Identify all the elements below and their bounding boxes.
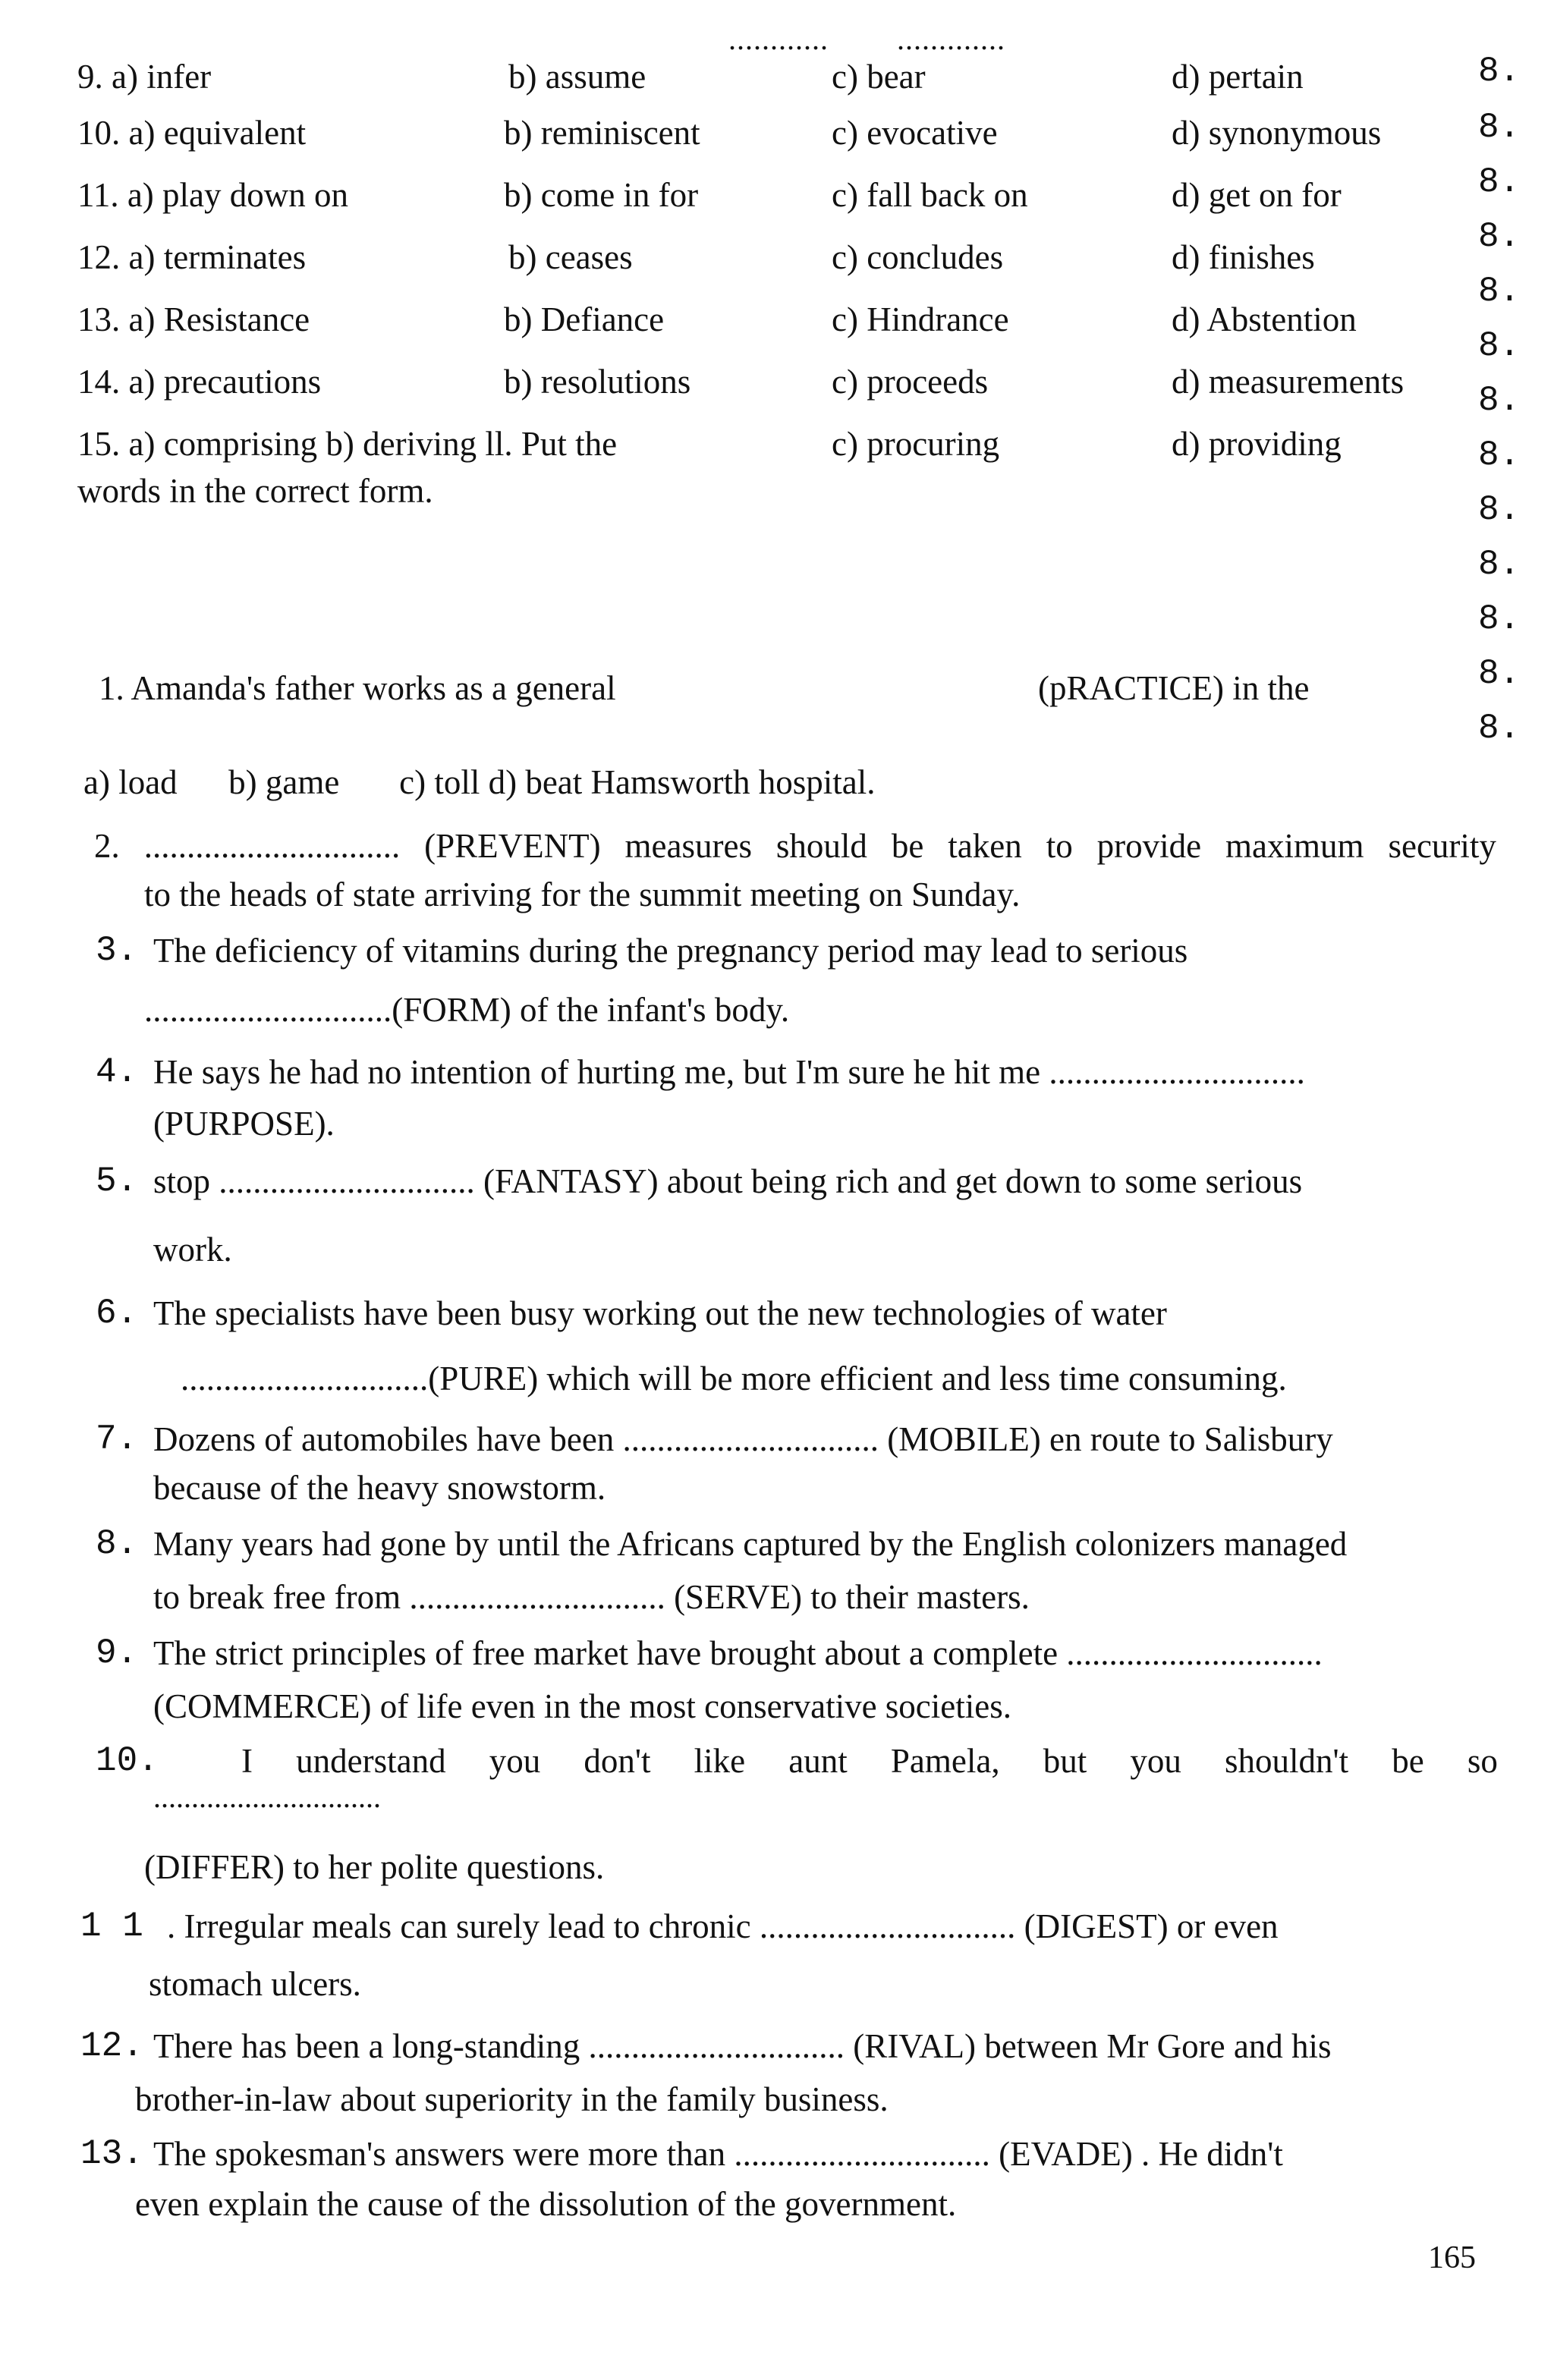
q8-number: 8.	[96, 1524, 138, 1564]
mc-option-d: d) finishes	[1172, 238, 1315, 276]
q13-line2: even explain the cause of the dissolution of the government.	[135, 2185, 957, 2223]
word: to	[1046, 827, 1073, 865]
q11-number: 1 1	[80, 1907, 143, 1946]
q11-line2: stomach ulcers.	[149, 1965, 361, 2003]
q5-number: 5.	[96, 1162, 138, 1201]
word: provide	[1096, 827, 1202, 865]
side-mark: 8.	[1478, 108, 1521, 147]
q5-line2: work.	[153, 1231, 232, 1269]
q4-number: 4.	[96, 1052, 138, 1092]
q4-line1: He says he had no intention of hurting me, but I'm sure he hit me ..............................	[153, 1053, 1305, 1091]
word: should	[775, 827, 867, 865]
q7-number: 7.	[96, 1420, 138, 1459]
side-mark: 8.	[1478, 654, 1521, 693]
word: aunt	[788, 1742, 848, 1780]
mc-option-d: d) measurements	[1172, 363, 1405, 401]
mc-option-c: c) bear	[832, 58, 926, 96]
mc-option-b: b) resolutions	[504, 363, 691, 401]
word: (PREVENT)	[424, 827, 601, 865]
side-mark: 8.	[1478, 381, 1521, 420]
q3-line2: .............................(FORM) of the infant's body.	[144, 991, 790, 1029]
side-mark: 8.	[1478, 599, 1521, 639]
q8-line1: Many years had gone by until the Africans captured by the English colonizers managed	[153, 1525, 1348, 1563]
word: like	[694, 1742, 746, 1780]
word: measures	[624, 827, 752, 865]
q13-line1: The spokesman's answers were more than .............................. (EVADE) . He didn't	[153, 2135, 1283, 2173]
side-mark: 8.	[1478, 162, 1521, 202]
q3-number: 3.	[96, 931, 138, 970]
mc-option-a: 14. a) precautions	[77, 363, 322, 401]
q7-line1: Dozens of automobiles have been .............................. (MOBILE) en route to Salisbury	[153, 1420, 1333, 1458]
word: Pamela,	[890, 1742, 1000, 1780]
q10-line2: (DIFFER) to her polite questions.	[144, 1848, 605, 1886]
word: so	[1467, 1742, 1498, 1780]
mc-option-b: b) come in for	[504, 176, 699, 214]
side-mark: 8.	[1478, 52, 1521, 91]
word: you	[1130, 1742, 1181, 1780]
mc-option-c: c) proceeds	[832, 363, 989, 401]
q9-number: 9.	[96, 1633, 138, 1673]
section-heading: words in the correct form.	[77, 472, 433, 510]
q9-line1: The strict principles of free market have brought about a complete ..............................	[153, 1634, 1323, 1672]
word: be	[1392, 1742, 1424, 1780]
mc-option-ab: 15. a) comprising b) deriving ll. Put the	[77, 425, 618, 463]
mc-option-d: d) providing	[1172, 425, 1342, 463]
q12-line1: There has been a long-standing .............................. (RIVAL) between Mr Gore and his	[153, 2027, 1332, 2065]
word: but	[1043, 1742, 1087, 1780]
mc-option-c: c) evocative	[832, 114, 998, 152]
word: maximum	[1225, 827, 1364, 865]
word: 2.	[94, 827, 120, 865]
mc-option-d: d) synonymous	[1172, 114, 1382, 152]
mc-option-a: 9. a) infer	[77, 58, 212, 96]
side-mark: 8.	[1478, 709, 1521, 748]
mc-option-a: 13. a) Resistance	[77, 300, 310, 338]
word: you	[489, 1742, 541, 1780]
mc-option-a: 12. a) terminates	[77, 238, 307, 276]
word: ..............................	[143, 827, 401, 865]
word: shouldn't	[1225, 1742, 1349, 1780]
q6-number: 6.	[96, 1294, 138, 1333]
word: don't	[584, 1742, 651, 1780]
mc-option-a: 11. a) play down on	[77, 176, 349, 214]
top-dots-right: .............	[897, 22, 1005, 56]
mc-option-d: d) Abstention	[1172, 300, 1357, 338]
q4-line2: (PURPOSE).	[153, 1105, 335, 1143]
q3-line1: The deficiency of vitamins during the pregnancy period may lead to serious	[153, 932, 1188, 970]
q13-number: 13.	[80, 2134, 143, 2174]
q10-line1	[241, 1740, 1498, 1781]
q2-line2: to the heads of state arriving for the summit meeting on Sunday.	[144, 876, 1021, 913]
q8-line2: to break free from .............................. (SERVE) to their masters.	[153, 1578, 1030, 1616]
mc-option-c: c) fall back on	[832, 176, 1028, 214]
side-mark: 8.	[1478, 490, 1521, 530]
q1-line2: a) load b) game c) toll d) beat Hamsworth hospital.	[83, 763, 876, 801]
word: security	[1388, 827, 1496, 865]
q6-line2: .............................(PURE) which will be more efficient and less time consuming.	[181, 1360, 1287, 1398]
side-mark: 8.	[1478, 326, 1521, 366]
word: understand	[296, 1742, 446, 1780]
word: taken	[948, 827, 1022, 865]
q2-line1	[94, 825, 1496, 866]
q9-line2: (COMMERCE) of life even in the most conservative societies.	[153, 1687, 1011, 1725]
mc-option-c: c) Hindrance	[832, 300, 1009, 338]
q12-line2: brother-in-law about superiority in the family business.	[135, 2080, 889, 2118]
mc-option-b: b) reminiscent	[504, 114, 700, 152]
word: I	[241, 1742, 253, 1780]
side-mark: 8.	[1478, 272, 1521, 311]
side-mark: 8.	[1478, 217, 1521, 256]
q10-blank: ..............................	[153, 1780, 381, 1814]
q7-line2: because of the heavy snowstorm.	[153, 1469, 606, 1507]
page-number: 165	[1428, 2240, 1476, 2275]
q1-line1-left: 1. Amanda's father works as a general	[99, 669, 616, 707]
mc-option-c: c) concludes	[832, 238, 1004, 276]
side-mark: 8.	[1478, 435, 1521, 475]
mc-option-b: b) ceases	[508, 238, 633, 276]
mc-option-c: c) procuring	[832, 425, 1000, 463]
q11-line1: . Irregular meals can surely lead to chronic .............................. (DIGEST) or even	[167, 1907, 1279, 1945]
q1-line1-right: (pRACTICE) in the	[1038, 669, 1310, 707]
mc-option-d: d) pertain	[1172, 58, 1304, 96]
side-mark: 8.	[1478, 545, 1521, 584]
mc-option-d: d) get on for	[1172, 176, 1342, 214]
q10-number: 10.	[96, 1741, 159, 1781]
top-dots-left: ............	[728, 22, 829, 56]
q6-line1: The specialists have been busy working out the new technologies of water	[153, 1294, 1167, 1332]
q12-number: 12.	[80, 2026, 143, 2066]
mc-option-a: 10. a) equivalent	[77, 114, 307, 152]
q5-line1: stop .............................. (FANTASY) about being rich and get down to some serious	[153, 1162, 1303, 1200]
word: be	[891, 827, 924, 865]
mc-option-b: b) assume	[508, 58, 646, 96]
mc-option-b: b) Defiance	[504, 300, 665, 338]
